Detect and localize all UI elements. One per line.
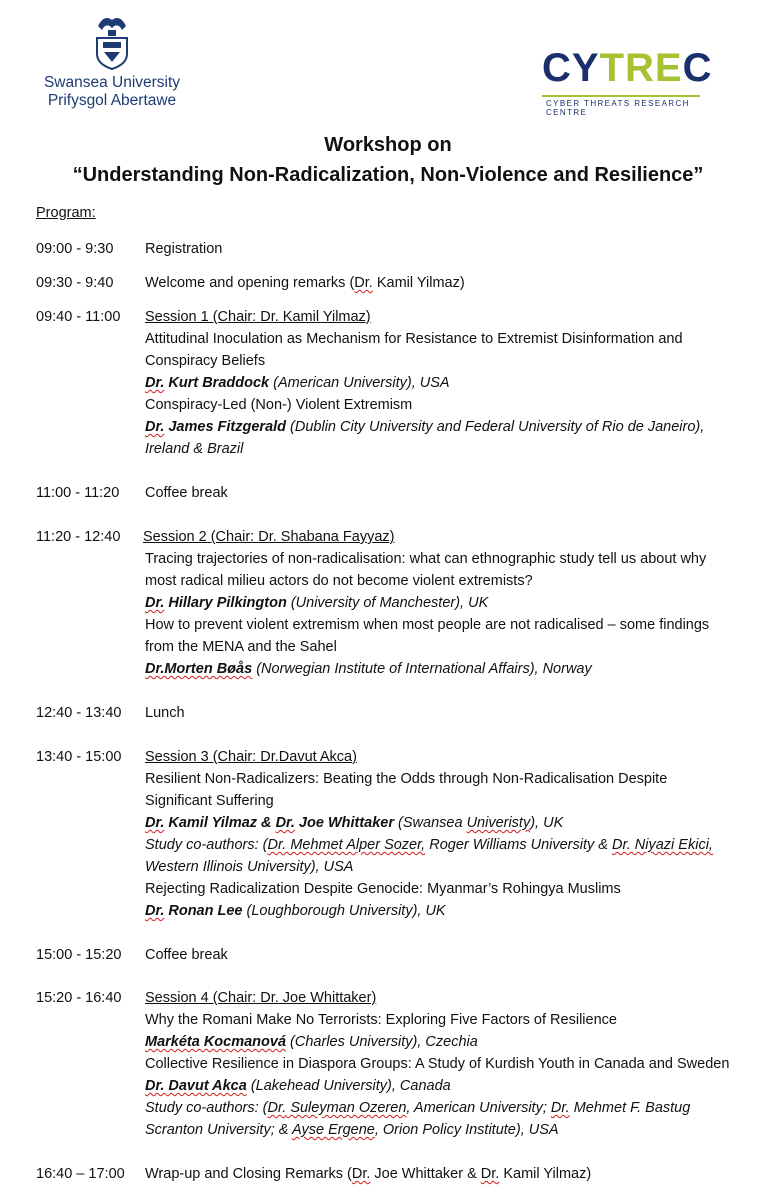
closing-item: Wrap-up and Closing Remarks (Dr. Joe Whittaker & Dr. Kamil Yilmaz) bbox=[145, 1166, 592, 1182]
session4-time: 15:20 - 16:40 bbox=[36, 990, 122, 1006]
session2-speaker1: Dr. Hillary Pilkington (University of Manchester), UK bbox=[145, 595, 489, 611]
university-name-welsh: Prifysgol Abertawe bbox=[47, 92, 177, 109]
session1-speaker2: Dr. James Fitzgerald (Dublin City University and Federal University of Rio de Janeiro), bbox=[145, 419, 705, 435]
coffee1-item: Coffee break bbox=[145, 485, 228, 501]
session3-coauthors: Study co-authors: (Dr. Mehmet Alper Sozer, Roger Williams University & Dr. Niyazi Ekici, bbox=[145, 837, 713, 853]
registration-item: Registration bbox=[145, 241, 223, 257]
cytrec-logo bbox=[540, 40, 713, 117]
welcome-item: Welcome and opening remarks (Dr. Kamil Yilmaz) bbox=[145, 275, 465, 291]
session3-heading: Session 3 (Chair: Dr.Davut Akca) bbox=[145, 749, 357, 765]
cytrec-subtitle: CYBER THREATS RESEARCH CENTRE bbox=[546, 99, 690, 117]
session2-time: 11:20 - 12:40 bbox=[36, 529, 121, 545]
session3-speaker1: Dr. Kamil Yilmaz & Dr. Joe Whittaker (Swansea Univeristy), UK bbox=[145, 815, 564, 831]
session3-talk1-title-cont: Significant Suffering bbox=[145, 793, 274, 809]
session4-coauthors: Study co-authors: (Dr. Suleyman Ozeren, American University; Dr. Mehmet F. Bastug bbox=[145, 1100, 691, 1116]
welcome-time: 09:30 - 9:40 bbox=[36, 275, 114, 291]
session2-talk1-title-cont: most radical milieu actors do not become violent extremists? bbox=[145, 573, 533, 589]
lunch-time: 12:40 - 13:40 bbox=[36, 705, 122, 721]
university-name-english: Swansea University bbox=[43, 74, 181, 91]
session3-speaker2: Dr. Ronan Lee (Loughborough University), UK bbox=[145, 903, 446, 919]
program-label: Program: bbox=[36, 205, 96, 221]
coffee1-time: 11:00 - 11:20 bbox=[36, 485, 120, 501]
session1-talk2-title: Conspiracy-Led (Non-) Violent Extremism bbox=[145, 397, 413, 413]
lunch-item: Lunch bbox=[145, 705, 185, 721]
session2-talk1-title: Tracing trajectories of non-radicalisation: what can ethnographic study tell us about why bbox=[145, 551, 707, 567]
session4-speaker1: Markéta Kocmanová (Charles University), Czechia bbox=[145, 1034, 478, 1050]
workshop-heading: Workshop on bbox=[324, 134, 452, 156]
session4-coauthors-cont: Scranton University; & Ayse Ergene, Orion Policy Institute), USA bbox=[145, 1122, 559, 1138]
session4-heading: Session 4 (Chair: Dr. Joe Whittaker) bbox=[145, 990, 377, 1006]
swansea-crest-icon bbox=[92, 12, 132, 70]
cytrec-wordmark: CYTREC bbox=[542, 46, 713, 90]
session4-talk1-title: Why the Romani Make No Terrorists: Exploring Five Factors of Resilience bbox=[145, 1012, 617, 1028]
session1-time: 09:40 - 11:00 bbox=[36, 309, 121, 325]
swansea-university-logo bbox=[36, 8, 188, 112]
session3-coauthors-cont: Western Illinois University), USA bbox=[145, 859, 354, 875]
closing-time: 16:40 – 17:00 bbox=[36, 1166, 125, 1182]
session2-talk2-title: How to prevent violent extremism when most people are not radicalised – some findings bbox=[145, 617, 710, 633]
registration-time: 09:00 - 9:30 bbox=[36, 241, 114, 257]
coffee2-time: 15:00 - 15:20 bbox=[36, 947, 122, 963]
session1-talk1-title-cont: Conspiracy Beliefs bbox=[145, 353, 266, 369]
session2-talk2-title-cont: from the MENA and the Sahel bbox=[145, 639, 337, 655]
session3-talk2-title: Rejecting Radicalization Despite Genocide: Myanmar’s Rohingya Muslims bbox=[145, 881, 621, 897]
coffee2-item: Coffee break bbox=[145, 947, 228, 963]
session2-heading: Session 2 (Chair: Dr. Shabana Fayyaz) bbox=[143, 529, 395, 545]
workshop-title: “Understanding Non-Radicalization, Non-Violence and Resilience” bbox=[72, 164, 704, 186]
session3-talk1-title: Resilient Non-Radicalizers: Beating the Odds through Non-Radicalisation Despite bbox=[145, 771, 668, 787]
session1-speaker2-cont: Ireland & Brazil bbox=[145, 441, 244, 457]
session1-heading: Session 1 (Chair: Dr. Kamil Yilmaz) bbox=[145, 309, 371, 325]
session4-talk2-title: Collective Resilience in Diaspora Groups: A Study of Kurdish Youth in Canada and Sweden bbox=[145, 1056, 730, 1072]
cytrec-divider bbox=[542, 95, 700, 97]
session1-talk1-title: Attitudinal Inoculation as Mechanism for Resistance to Extremist Disinformation and bbox=[145, 331, 683, 347]
session4-speaker2: Dr. Davut Akca (Lakehead University), Canada bbox=[145, 1078, 451, 1094]
session2-speaker2: Dr.Morten Bøås (Norwegian Institute of International Affairs), Norway bbox=[145, 661, 592, 677]
session1-speaker1: Dr. Kurt Braddock (American University), USA bbox=[145, 375, 450, 391]
session3-time: 13:40 - 15:00 bbox=[36, 749, 122, 765]
